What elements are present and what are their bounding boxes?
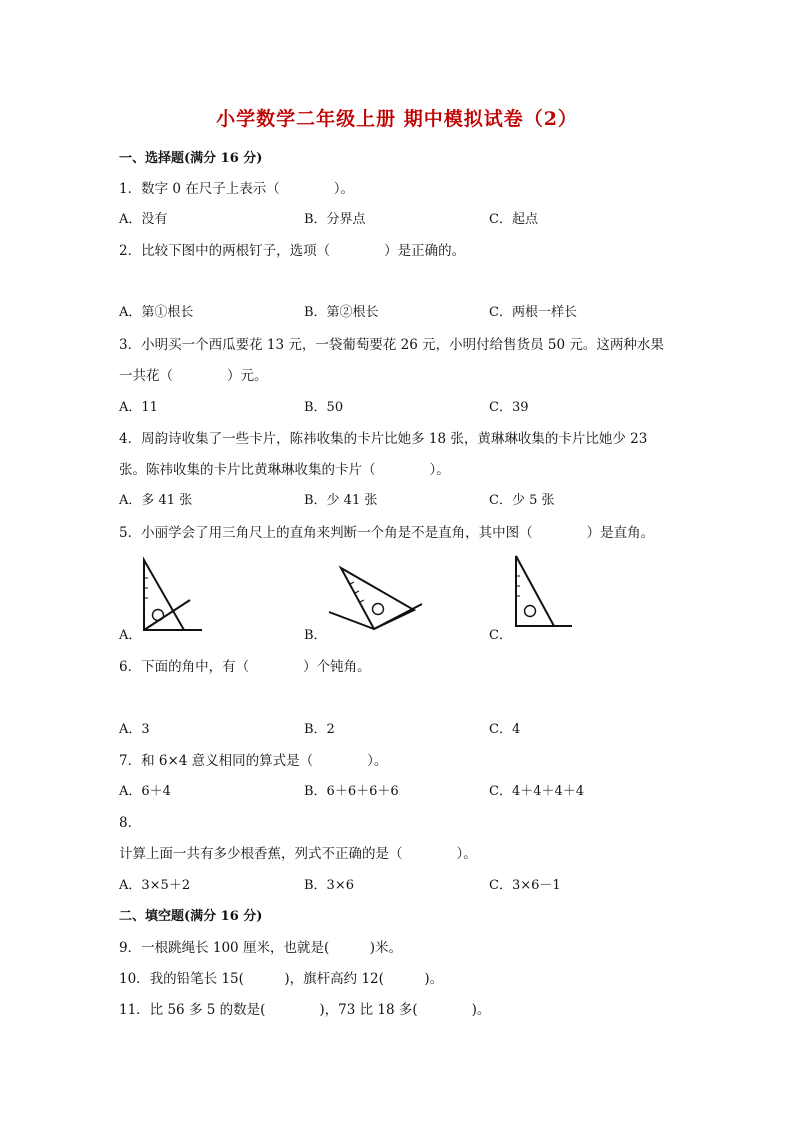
q6-option-c[interactable]: C．4: [489, 722, 521, 737]
q3-option-a[interactable]: A．11: [119, 400, 158, 415]
q5-option-b[interactable]: B．: [304, 628, 327, 643]
q6-option-b[interactable]: B．2: [304, 722, 335, 737]
question-8: 计算上面一共有多少根香蕉，列式不正确的是（ ）。: [119, 846, 477, 862]
triangle-ruler-figure-a: [138, 558, 208, 634]
q8-option-b[interactable]: B．3×6: [304, 878, 354, 893]
q3-option-c[interactable]: C．39: [489, 400, 529, 415]
q2-option-c[interactable]: C．两根一样长: [489, 305, 577, 320]
q2-option-a[interactable]: A．第①根长: [119, 305, 194, 320]
q3-option-b[interactable]: B．50: [304, 400, 344, 415]
q4-option-b[interactable]: B．少 41 张: [304, 493, 378, 508]
q8-option-a[interactable]: A．3×5＋2: [119, 878, 191, 893]
section-heading-choice: 一、选择题(满分 16 分): [119, 151, 263, 166]
question-4-line-1: 4．周韵诗收集了一些卡片，陈祎收集的卡片比她多 18 张，黄琳琳收集的卡片比她少 23: [119, 431, 648, 447]
question-10: 10．我的铅笔长 15( )，旗杆高约 12( )。: [119, 971, 444, 987]
q1-option-c[interactable]: C．起点: [489, 212, 538, 227]
question-7: 7．和 6×4 意义相同的算式是（ ）。: [119, 753, 388, 769]
q1-option-a[interactable]: A．没有: [119, 212, 168, 227]
section-heading-fill: 二、填空题(满分 16 分): [119, 909, 263, 924]
question-3-line-2: 一共花（ ）元。: [119, 368, 268, 384]
q5-option-c[interactable]: C．: [489, 628, 512, 643]
q6-option-a[interactable]: A．3: [119, 722, 150, 737]
q4-option-c[interactable]: C．少 5 张: [489, 493, 555, 508]
question-9: 9．一根跳绳长 100 厘米，也就是( )米。: [119, 940, 402, 956]
question-4-line-2: 张。陈祎收集的卡片比黄琳琳收集的卡片（ ）。: [119, 462, 450, 478]
q7-option-b[interactable]: B．6＋6＋6＋6: [304, 784, 399, 799]
question-5: 5．小丽学会了用三角尺上的直角来判断一个角是不是直角，其中图（ ）是直角。: [119, 525, 655, 541]
triangle-ruler-figure-b: [326, 566, 426, 634]
question-6: 6．下面的角中，有（ ）个钝角。: [119, 659, 371, 675]
triangle-ruler-figure-c: [510, 554, 576, 630]
q1-option-b[interactable]: B．分界点: [304, 212, 366, 227]
question-11: 11．比 56 多 5 的数是( )，73 比 18 多( )。: [119, 1002, 491, 1018]
q5-option-a[interactable]: A．: [119, 628, 142, 643]
question-2: 2．比较下图中的两根钉子，选项（ ）是正确的。: [119, 243, 466, 259]
question-3-line-1: 3．小明买一个西瓜要花 13 元，一袋葡萄要花 26 元，小明付给售货员 50 元。这两种水果: [119, 337, 664, 353]
question-8-number: 8．: [119, 815, 142, 831]
q2-option-b[interactable]: B．第②根长: [304, 305, 379, 320]
q7-option-c[interactable]: C．4＋4＋4＋4: [489, 784, 585, 799]
question-1: 1．数字 0 在尺子上表示（ ）。: [119, 181, 355, 197]
q4-option-a[interactable]: A．多 41 张: [119, 493, 193, 508]
q8-option-c[interactable]: C．3×6－1: [489, 878, 561, 893]
page-title: 小学数学二年级上册 期中模拟试卷（2）: [216, 108, 578, 130]
q7-option-a[interactable]: A．6＋4: [119, 784, 171, 799]
